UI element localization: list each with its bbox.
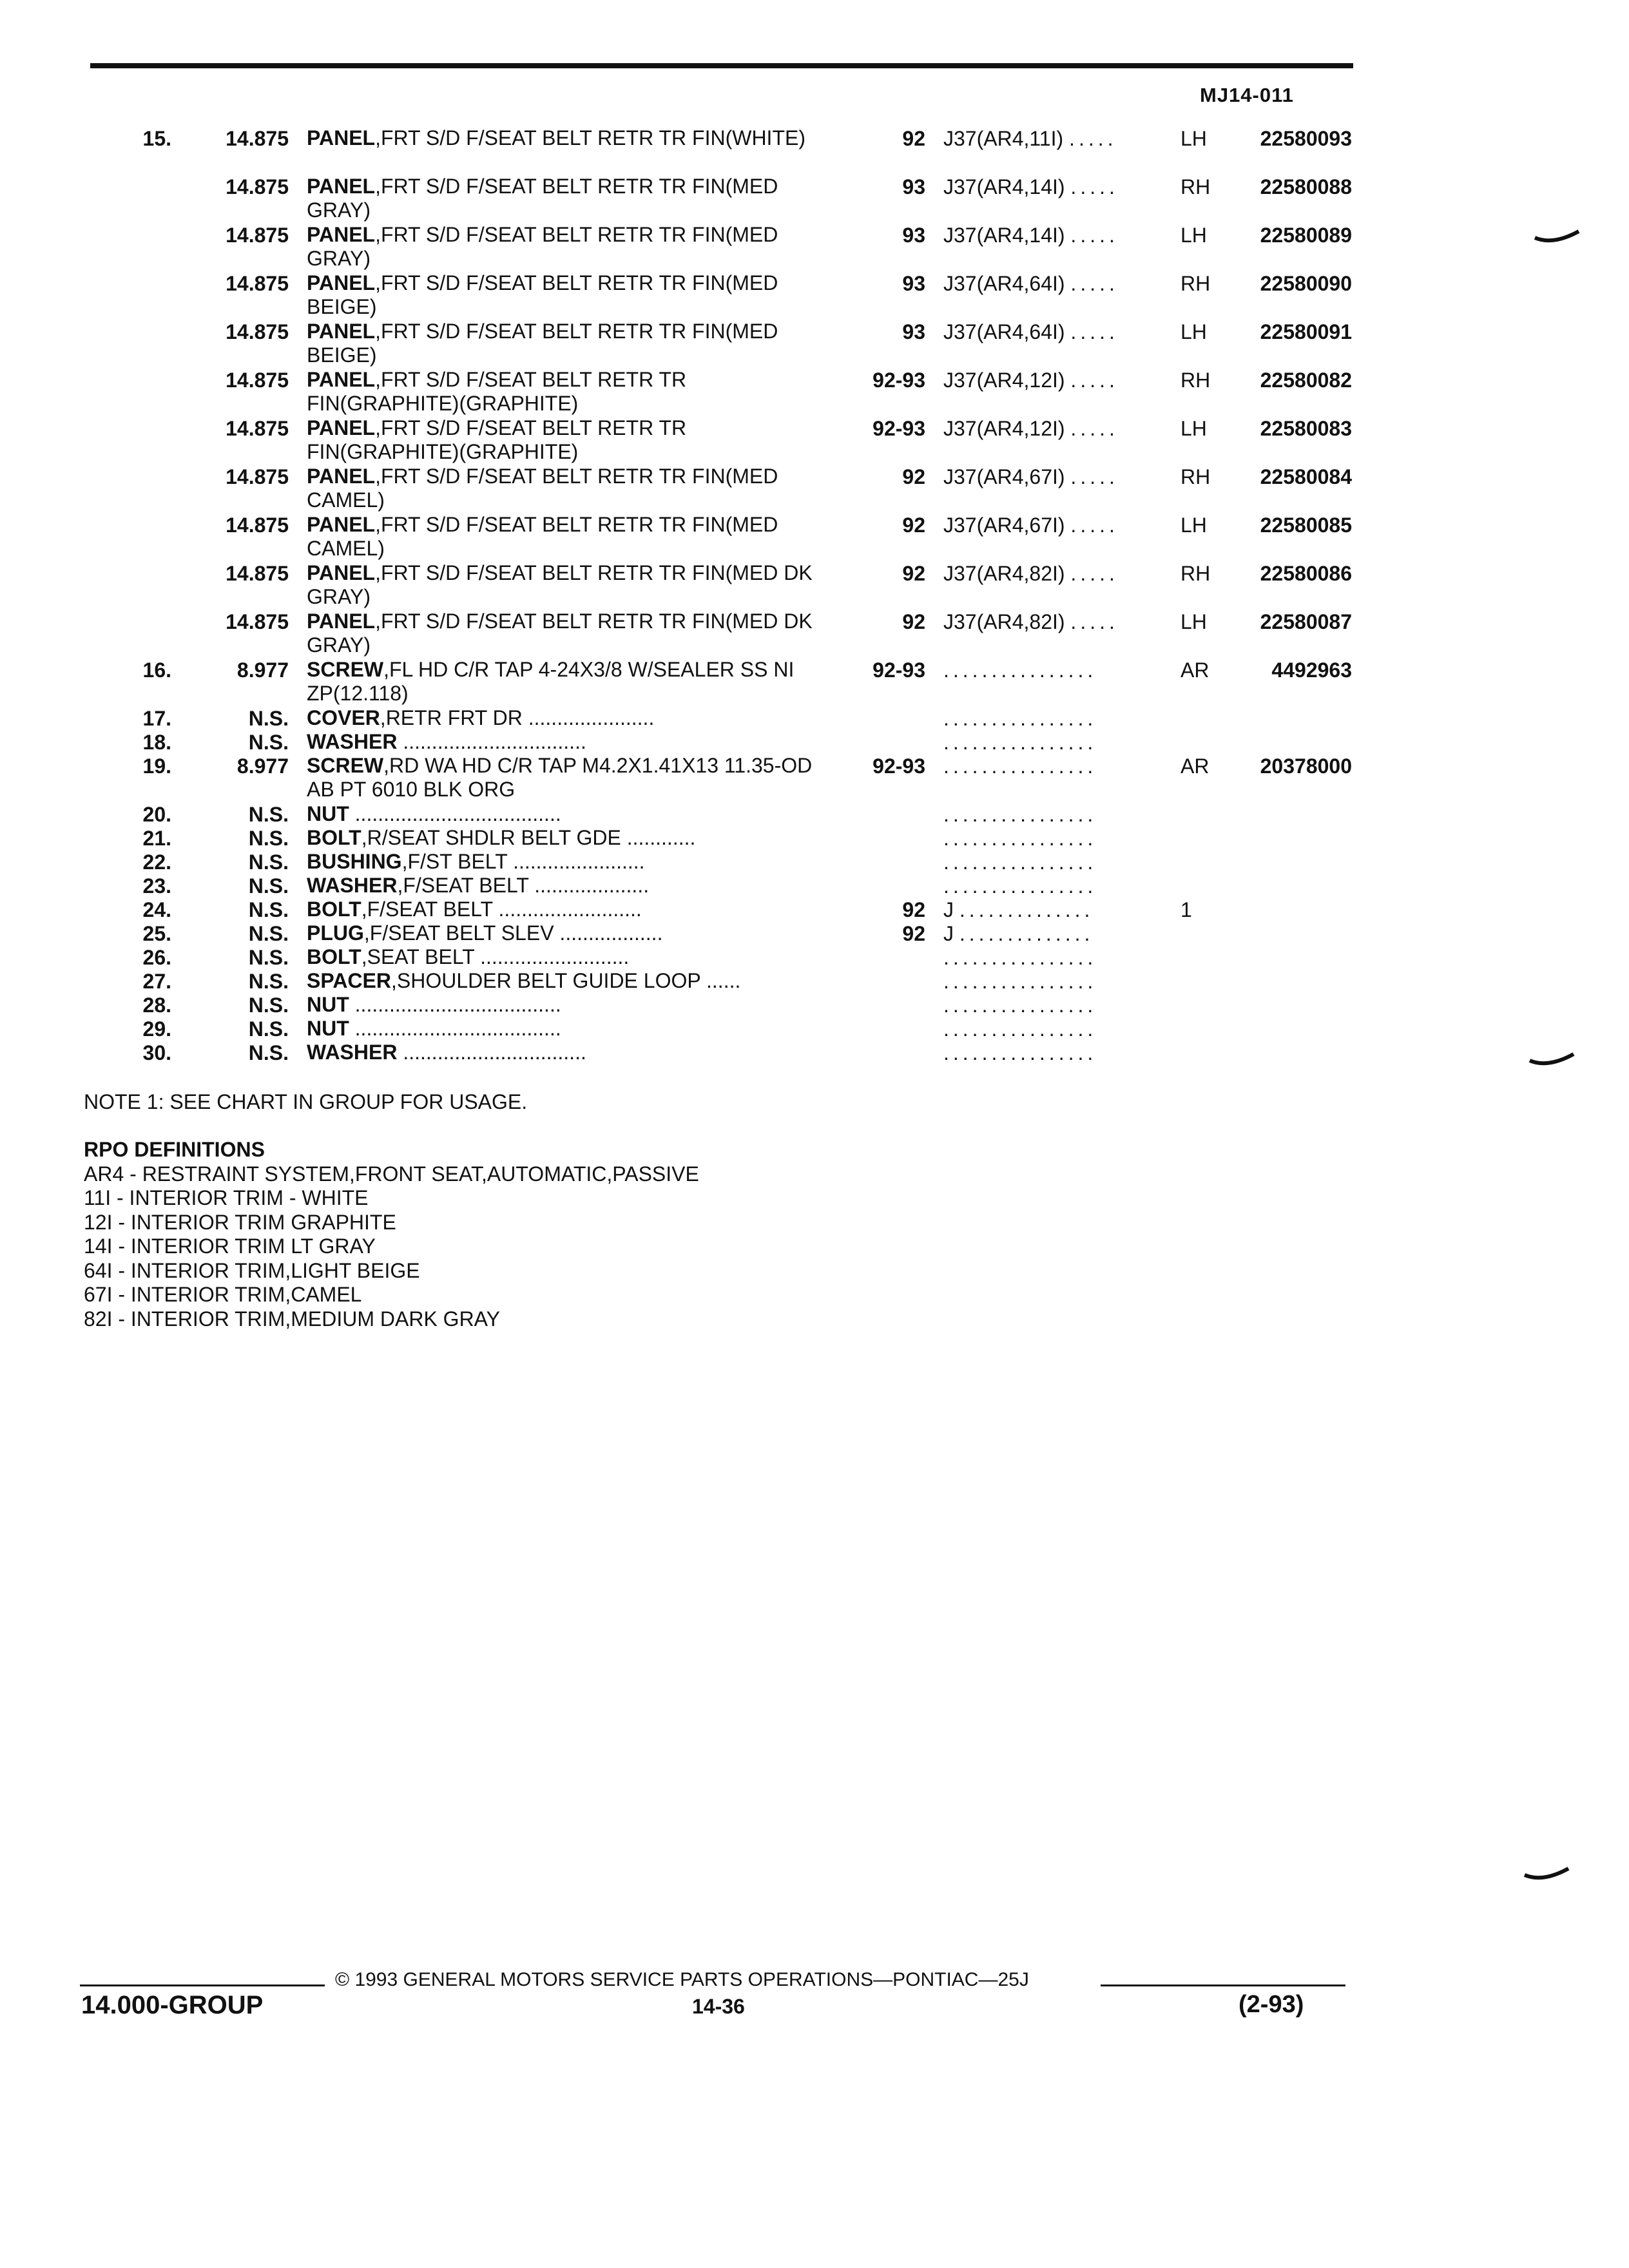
table-row [0,1017,1629,1041]
application [943,561,1162,586]
application [943,658,1162,682]
part-name: WASHER [307,730,398,753]
table-row [0,610,1629,658]
group-number: 8.977 [236,658,289,682]
application [943,320,1162,344]
ref-number: 24. [142,898,171,921]
side-qty: LH [1181,514,1207,537]
model-year: 92 [902,898,925,921]
leader-dots: ................ [943,970,1097,993]
table-row [0,754,1629,802]
application [943,465,1162,489]
part-detail: .................................... [349,993,561,1016]
part-detail: ,RETR FRT DR ...................... [380,706,655,729]
side-qty: AR [1181,754,1210,778]
ref-number: 21. [142,827,171,850]
rpo-definitions [84,1138,699,1331]
application [943,945,1162,970]
leader-dots: ..... [1070,610,1119,633]
group-label: 14.000-GROUP [81,1991,264,2019]
table-row [0,271,1629,320]
part-name: PANEL [307,513,376,536]
group-number: 14.875 [226,320,289,343]
application [943,850,1162,874]
part-description [307,610,835,657]
part-detail: ,FRT S/D F/SEAT BELT RETR TR FIN(MED BEIGE) [307,271,778,318]
ref-number: 20. [142,803,171,826]
part-name: NUT [307,993,349,1016]
ref-number: 26. [142,946,171,969]
table-row [0,730,1629,754]
side-qty: RH [1181,175,1211,198]
group-number: 14.875 [226,562,289,585]
part-number: 20378000 [1260,754,1352,778]
side-qty: LH [1181,417,1207,440]
side-qty: LH [1181,320,1207,343]
leader-dots: ................ [943,946,1097,969]
part-description [307,802,835,826]
ref-number: 16. [142,658,171,682]
table-row [0,416,1629,465]
ref-number: 30. [142,1041,171,1064]
group-number: N.S. [248,922,289,945]
group-number: N.S. [248,970,289,993]
part-description [307,271,835,319]
leader-dots: ................ [943,731,1097,754]
side-qty: RH [1181,562,1211,585]
leader-dots: ................ [943,827,1097,850]
part-detail: ,FL HD C/R TAP 4-24X3/8 W/SEALER SS NI ZP(12.118) [307,658,795,705]
ref-number: 28. [142,994,171,1017]
margin-mark [1534,229,1585,248]
part-description [307,223,835,271]
application-code: J37(AR4,64I) [943,320,1065,343]
part-detail: ,FRT S/D F/SEAT BELT RETR TR FIN(MED CAMEL) [307,513,778,560]
table-row [0,874,1629,898]
side-qty: RH [1181,369,1211,392]
table-row [0,320,1629,368]
table-row [0,368,1629,416]
part-description [307,993,835,1017]
application [943,993,1162,1017]
rpo-title: RPO DEFINITIONS [84,1138,265,1161]
rpo-item: 67I - INTERIOR TRIM,CAMEL [84,1283,362,1306]
part-description [307,465,835,512]
part-description [307,416,835,464]
leader-dots: ................ [943,658,1097,682]
part-description [307,730,835,754]
part-name: BOLT [307,898,361,921]
part-detail: ,FRT S/D F/SEAT BELT RETR TR FIN(MED DK GRAY) [307,561,813,608]
application-code: J [943,922,954,945]
application-code: J37(AR4,67I) [943,514,1065,537]
model-year: 93 [902,175,925,198]
part-detail: ,FRT S/D F/SEAT BELT RETR TR FIN(MED CAMEL) [307,465,778,512]
application [943,1041,1162,1065]
part-detail: ,FRT S/D F/SEAT BELT RETR TR FIN(MED BEIGE) [307,320,778,367]
group-number: N.S. [248,850,289,874]
part-description [307,850,835,874]
part-number: 22580090 [1260,272,1352,295]
table-row [0,945,1629,969]
part-detail: ,FRT S/D F/SEAT BELT RETR TR FIN(GRAPHITE)(GRAPHITE) [307,416,687,463]
part-detail: ,FRT S/D F/SEAT BELT RETR TR FIN(MED DK GRAY) [307,610,813,657]
group-number: N.S. [248,1041,289,1064]
rpo-item: 14I - INTERIOR TRIM LT GRAY [84,1235,376,1258]
leader-dots: ................ [943,803,1097,826]
part-description [307,874,835,898]
side-qty: RH [1181,465,1211,488]
ref-number: 27. [142,970,171,993]
part-number: 22580085 [1260,514,1352,537]
model-year: 92 [902,514,925,537]
part-name: PANEL [307,320,376,343]
part-number: 22580088 [1260,175,1352,198]
part-number: 22580087 [1260,610,1352,633]
group-number: 14.875 [226,465,289,488]
part-description [307,368,835,416]
leader-dots: ..... [1070,224,1119,247]
table-row [0,802,1629,826]
part-description [307,945,835,969]
footer-rule-left [80,1984,325,1986]
part-number: 22580086 [1260,562,1352,585]
leader-dots: ................ [943,994,1097,1017]
group-number: 14.875 [226,127,289,150]
application-code: J37(AR4,67I) [943,465,1065,488]
leader-dots: ..... [1070,465,1119,488]
model-year: 93 [902,272,925,295]
table-row [0,513,1629,561]
leader-dots: ..... [1070,417,1119,440]
leader-dots: ..... [1070,272,1119,295]
part-name: PANEL [307,561,376,584]
part-detail: ,FRT S/D F/SEAT BELT RETR TR FIN(WHITE) [375,126,805,149]
part-detail: ,FRT S/D F/SEAT BELT RETR TR FIN(MED GRAY) [307,223,778,270]
application-code: J37(AR4,64I) [943,272,1065,295]
top-rule [90,63,1353,68]
leader-dots: ................ [943,874,1097,898]
application [943,826,1162,850]
part-name: BOLT [307,826,361,849]
page-code: MJ14-011 [1200,84,1294,106]
part-name: PANEL [307,175,376,198]
table-row [0,921,1629,945]
application [943,175,1162,199]
part-detail: ,F/SEAT BELT .................... [397,874,650,897]
date-code: (2-93) [1239,1991,1304,2018]
application [943,898,1162,922]
application [943,223,1162,247]
table-row [0,223,1629,271]
part-name: PANEL [307,368,376,391]
ref-number: 29. [142,1017,171,1041]
part-number: 22580089 [1260,224,1352,247]
part-detail: ,SHOULDER BELT GUIDE LOOP ...... [390,969,741,992]
ref-number: 17. [142,707,171,730]
model-year: 93 [902,320,925,343]
part-description [307,126,835,150]
group-number: N.S. [248,946,289,969]
application-code: J37(AR4,82I) [943,610,1065,633]
group-number: N.S. [248,707,289,730]
part-detail: ,F/SEAT BELT ......................... [361,898,642,921]
table-row [0,898,1629,921]
model-year: 92 [902,610,925,633]
part-name: PANEL [307,416,376,439]
group-number: N.S. [248,827,289,850]
part-detail: .................................... [349,1017,561,1040]
model-year: 93 [902,224,925,247]
part-description [307,826,835,850]
part-name: SCREW [307,658,384,681]
group-number: 14.875 [226,514,289,537]
table-row [0,706,1629,730]
group-number: N.S. [248,803,289,826]
ref-number: 19. [142,754,171,778]
model-year: 92-93 [872,754,925,778]
margin-mark [1523,1866,1575,1885]
part-name: PANEL [307,126,376,149]
ref-number: 23. [142,874,171,898]
application [943,610,1162,634]
part-detail: ,F/SEAT BELT SLEV .................. [363,921,663,945]
part-description [307,658,835,706]
model-year: 92 [902,127,925,150]
leader-dots: .............. [959,922,1094,945]
part-detail: ,RD WA HD C/R TAP M4.2X1.41X13 11.35-OD AB PT 6010 BLK ORG [307,754,813,801]
rpo-item: 64I - INTERIOR TRIM,LIGHT BEIGE [84,1258,420,1282]
part-name: PANEL [307,465,376,488]
side-qty: LH [1181,610,1207,633]
application-code: J37(AR4,12I) [943,369,1065,392]
application [943,921,1162,946]
rpo-item: 12I - INTERIOR TRIM GRAPHITE [84,1210,396,1234]
part-name: COVER [307,706,380,729]
part-description [307,898,835,921]
part-number: 22580083 [1260,417,1352,440]
group-number: N.S. [248,898,289,921]
part-description [307,969,835,993]
part-detail: ,R/SEAT SHDLR BELT GDE ............ [361,826,696,849]
application [943,754,1162,778]
margin-mark [1528,1052,1580,1071]
part-detail: ,F/ST BELT ....................... [401,850,645,873]
leader-dots: ................ [943,1041,1097,1064]
group-number: 14.875 [226,369,289,392]
application-code: J [943,898,954,921]
group-number: 14.875 [226,417,289,440]
leader-dots: ..... [1070,562,1119,585]
rpo-item: 11I - INTERIOR TRIM - WHITE [84,1186,369,1209]
part-description [307,921,835,945]
part-description [307,706,835,730]
application-code: J37(AR4,11I) [943,127,1064,150]
part-detail: ,FRT S/D F/SEAT BELT RETR TR FIN(GRAPHITE)(GRAPHITE) [307,368,687,415]
model-year: 92-93 [872,658,925,682]
table-row [0,826,1629,850]
application [943,368,1162,392]
group-number: 14.875 [226,224,289,247]
leader-dots: ..... [1070,369,1119,392]
part-detail: .................................... [349,802,561,825]
part-name: SPACER [307,969,391,992]
model-year: 92-93 [872,369,925,392]
part-name: PANEL [307,223,376,246]
group-number: N.S. [248,1017,289,1041]
table-row [0,850,1629,874]
side-qty: LH [1181,127,1207,150]
group-number: N.S. [248,874,289,898]
application [943,969,1162,994]
application [943,513,1162,537]
group-number: N.S. [248,731,289,754]
model-year: 92 [902,465,925,488]
part-number: 4492963 [1271,658,1352,682]
part-description [307,513,835,561]
model-year: 92 [902,562,925,585]
leader-dots: ................ [943,850,1097,874]
part-name: BOLT [307,945,361,968]
leader-dots: ..... [1070,175,1119,198]
model-year: 92 [902,922,925,945]
application-code: J37(AR4,14I) [943,175,1065,198]
part-name: PLUG [307,921,364,945]
side-qty: LH [1181,224,1207,247]
group-number: 8.977 [236,754,289,778]
application [943,706,1162,731]
table-row [0,175,1629,223]
footer-rule-right [1101,1984,1345,1986]
part-description [307,175,835,222]
ref-number: 18. [142,731,171,754]
part-description [307,1041,835,1064]
note: NOTE 1: SEE CHART IN GROUP FOR USAGE. [84,1090,528,1113]
part-description [307,754,835,802]
application [943,1017,1162,1041]
part-name: NUT [307,802,349,825]
table-row [0,1041,1629,1064]
part-number: 22580084 [1260,465,1352,488]
rpo-item: AR4 - RESTRAINT SYSTEM,FRONT SEAT,AUTOMATIC,PASSIVE [84,1162,699,1186]
part-number: 22580082 [1260,369,1352,392]
application [943,874,1162,898]
part-name: WASHER [307,1041,398,1064]
application-code: J37(AR4,14I) [943,224,1065,247]
part-name: PANEL [307,271,376,294]
part-detail: ,FRT S/D F/SEAT BELT RETR TR FIN(MED GRAY) [307,175,778,222]
leader-dots: ..... [1070,320,1119,343]
leader-dots: ..... [1070,514,1119,537]
part-description [307,1017,835,1041]
part-detail: ................................ [397,1041,586,1064]
group-number: 14.875 [226,175,289,198]
table-row [0,658,1629,706]
application-code: J37(AR4,82I) [943,562,1065,585]
part-description [307,561,835,609]
part-name: SCREW [307,754,384,777]
part-description [307,320,835,367]
application [943,416,1162,441]
leader-dots: ................ [943,707,1097,730]
part-detail: ,SEAT BELT .......................... [361,945,630,968]
ref-number: 15. [142,127,171,150]
side-qty: AR [1181,658,1210,682]
group-number: 14.875 [226,610,289,633]
application-code: J37(AR4,12I) [943,417,1065,440]
leader-dots: ................ [943,1017,1097,1041]
leader-dots: ................ [943,754,1097,778]
parts-table [0,126,1629,1064]
application [943,730,1162,754]
model-year: 92-93 [872,417,925,440]
part-number: 22580093 [1260,127,1352,150]
table-row [0,126,1629,175]
ref-number: 22. [142,850,171,874]
copyright: © 1993 GENERAL MOTORS SERVICE PARTS OPERATIONS—PONTIAC—25J [335,1969,1029,1990]
application [943,126,1162,151]
leader-dots: ..... [1069,127,1117,150]
rpo-item: 82I - INTERIOR TRIM,MEDIUM DARK GRAY [84,1307,500,1331]
part-name: BUSHING [307,850,402,873]
side-qty: RH [1181,272,1211,295]
side-qty: 1 [1181,898,1192,921]
table-row [0,993,1629,1017]
leader-dots: .............. [959,898,1094,921]
group-number: N.S. [248,994,289,1017]
table-row [0,465,1629,513]
group-number: 14.875 [226,272,289,295]
part-number: 22580091 [1260,320,1352,343]
part-name: NUT [307,1017,349,1040]
ref-number: 25. [142,922,171,945]
table-row [0,969,1629,993]
part-name: WASHER [307,874,398,897]
page-number: 14-36 [692,1995,745,2018]
table-row [0,561,1629,610]
application [943,802,1162,827]
application [943,271,1162,296]
part-name: PANEL [307,610,376,633]
part-detail: ................................ [397,730,586,753]
